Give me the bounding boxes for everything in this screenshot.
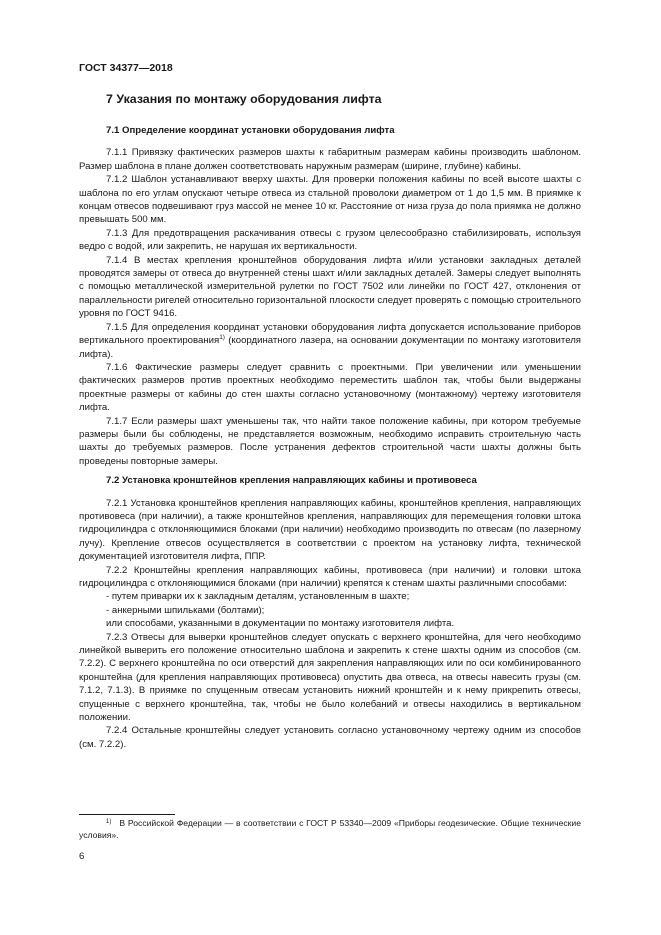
subsection-title-7-1: 7.1 Определение координат установки оборудования лифта bbox=[106, 125, 395, 136]
footnote bbox=[79, 817, 581, 841]
paragraph-7-1-7: 7.1.7 Если размеры шахт уменьшены так, что найти такое положение кабины, при котором требуемые размеры были бы соблюдены, не представляется возможным, необходимо исправить строительную часть шахты до требуемых размеров. После устранения дефектов строительной части шахты должны быть проведены повторные замеры. bbox=[79, 415, 581, 467]
list-item: - путем приварки их к закладным деталям, установленным в шахте; bbox=[106, 591, 410, 603]
section-title: 7 Указания по монтажу оборудования лифта bbox=[106, 92, 382, 106]
paragraph-7-1-3: 7.1.3 Для предотвращения раскачивания отвесы с грузом целесообразно стабилизировать, используя ведро с водой, или закрепить, не нарушая их вертикальности. bbox=[79, 227, 581, 253]
document-body bbox=[79, 91, 581, 751]
paragraph-7-1-1: 7.1.1 Привязку фактических размеров шахты к габаритным размерам кабины производить шаблоном. Размер шаблона в плане должен соответствовать наружным размерам (ширине, глубине) кабины. bbox=[79, 147, 581, 172]
paragraph-7-2-1: 7.2.1 Установка кронштейнов крепления направляющих кабины, кронштейнов крепления, направляющих противовеса (при наличии), а также кронштейнов крепления, направляющих для перемещения головки штока гидроцилиндра с отклоняющимися блоками (при наличии) необходимо производить по отвесам (по лазерному лучу). Крепление отвесов осуществляется в соответствии с проектом на установку лифта, технической документацией изготовителя лифта, ППР. bbox=[79, 497, 581, 563]
paragraph-7-1-6: 7.1.6 Фактические размеры следует сравнить с проектными. При увеличении или уменьшении фактических размеров против проектных необходимо переместить шаблон так, чтобы были выдержаны проектные размеры от кабины до стен шахты согласно установочному (монтажному) чертежу изготовителя лифта. bbox=[79, 361, 581, 414]
paragraph-7-2-4: 7.2.4 Остальные кронштейны следует установить согласно установочному чертежу одним из способов (см. 7.2.2). bbox=[79, 725, 581, 750]
paragraph-7-2-3: 7.2.3 Отвесы для выверки кронштейнов следует опускать с верхнего кронштейна, для чего необходимо линейкой выверить его положение относительно шаблона и закрепить к стене шахты одним из способов (см. 7.2.2). С верхнего кронштейна по оси отверстий для закрепления направляющих или по оси комбинированного кронштейна (для крепления направляющих противовеса) опустить два отвеса, на отвесы навесить грузы (см. 7.1.2, 7.1.3). В приямке по спущенным отвесам установить нижний кронштейн и к нему прикрепить отвесы, спущенные с верхнего кронштейна, так, чтобы не было колебаний и отвесы находились в вертикальном положении. bbox=[79, 631, 581, 724]
paragraph-7-2-2: 7.2.2 Кронштейны крепления направляющих кабины, противовеса (при наличии) и головки штока гидроцилиндра с отклоняющимися блоками (при наличии) крепятся к стенам шахты различными способами: bbox=[79, 564, 581, 589]
page-number: 6 bbox=[79, 851, 85, 862]
paragraph-7-1-5-text-a: 7.1.5 Для определения координат установки оборудования лифта допускается использование приборов вертикального проектирования bbox=[79, 321, 581, 347]
paragraph-7-1-2: 7.1.2 Шаблон устанавливают вверху шахты. Для проверки положения кабины по всей высоте шахты с шаблона по его углам опускают четыре отвеса из стальной проволоки диаметром от 1 до 1,5 мм. В приямке к концам отвесов подвешивают груз массой не менее 10 кг. Расстояние от низа груза до пола приямка не должно превышать 500 мм. bbox=[79, 174, 581, 226]
paragraph-7-1-4: 7.1.4 В местах крепления кронштейнов оборудования лифта и/или установки закладных деталей проводятся замеры от отвеса до внутренней стены шахт и/или закладных деталей. Замеры следует выполнять с помощью металлической измерительной рулетки по ГОСТ 7502 или линейки по ГОСТ 427, отклонения от параллельности ригелей относительно горизонтальной плоскости следует проверять с помощью строительного уровня по ГОСТ 9416. bbox=[79, 254, 581, 320]
footnote-divider bbox=[79, 814, 175, 815]
paragraph-7-1-5 bbox=[79, 321, 581, 361]
footnote-text: В Российской Федерации — в соответствии с ГОСТ Р 53340—2009 «Приборы геодезические. Общие технические условия». bbox=[79, 818, 581, 840]
paragraph-7-1-5-text-b: (координатного лазера, на основании документации по монтажу изготовителя лифта). bbox=[79, 335, 581, 360]
list-tail: или способами, указанными в документации по монтажу изготовителя лифта. bbox=[106, 618, 455, 630]
document-header: ГОСТ 34377—2018 bbox=[79, 62, 173, 74]
subsection-title-7-2: 7.2 Установка кронштейнов крепления направляющих кабины и противовеса bbox=[106, 475, 477, 487]
list-item: - анкерными шпильками (болтами); bbox=[106, 604, 265, 616]
footnote-reference: 1) bbox=[219, 334, 225, 342]
footnote-mark: 1) bbox=[106, 819, 112, 825]
